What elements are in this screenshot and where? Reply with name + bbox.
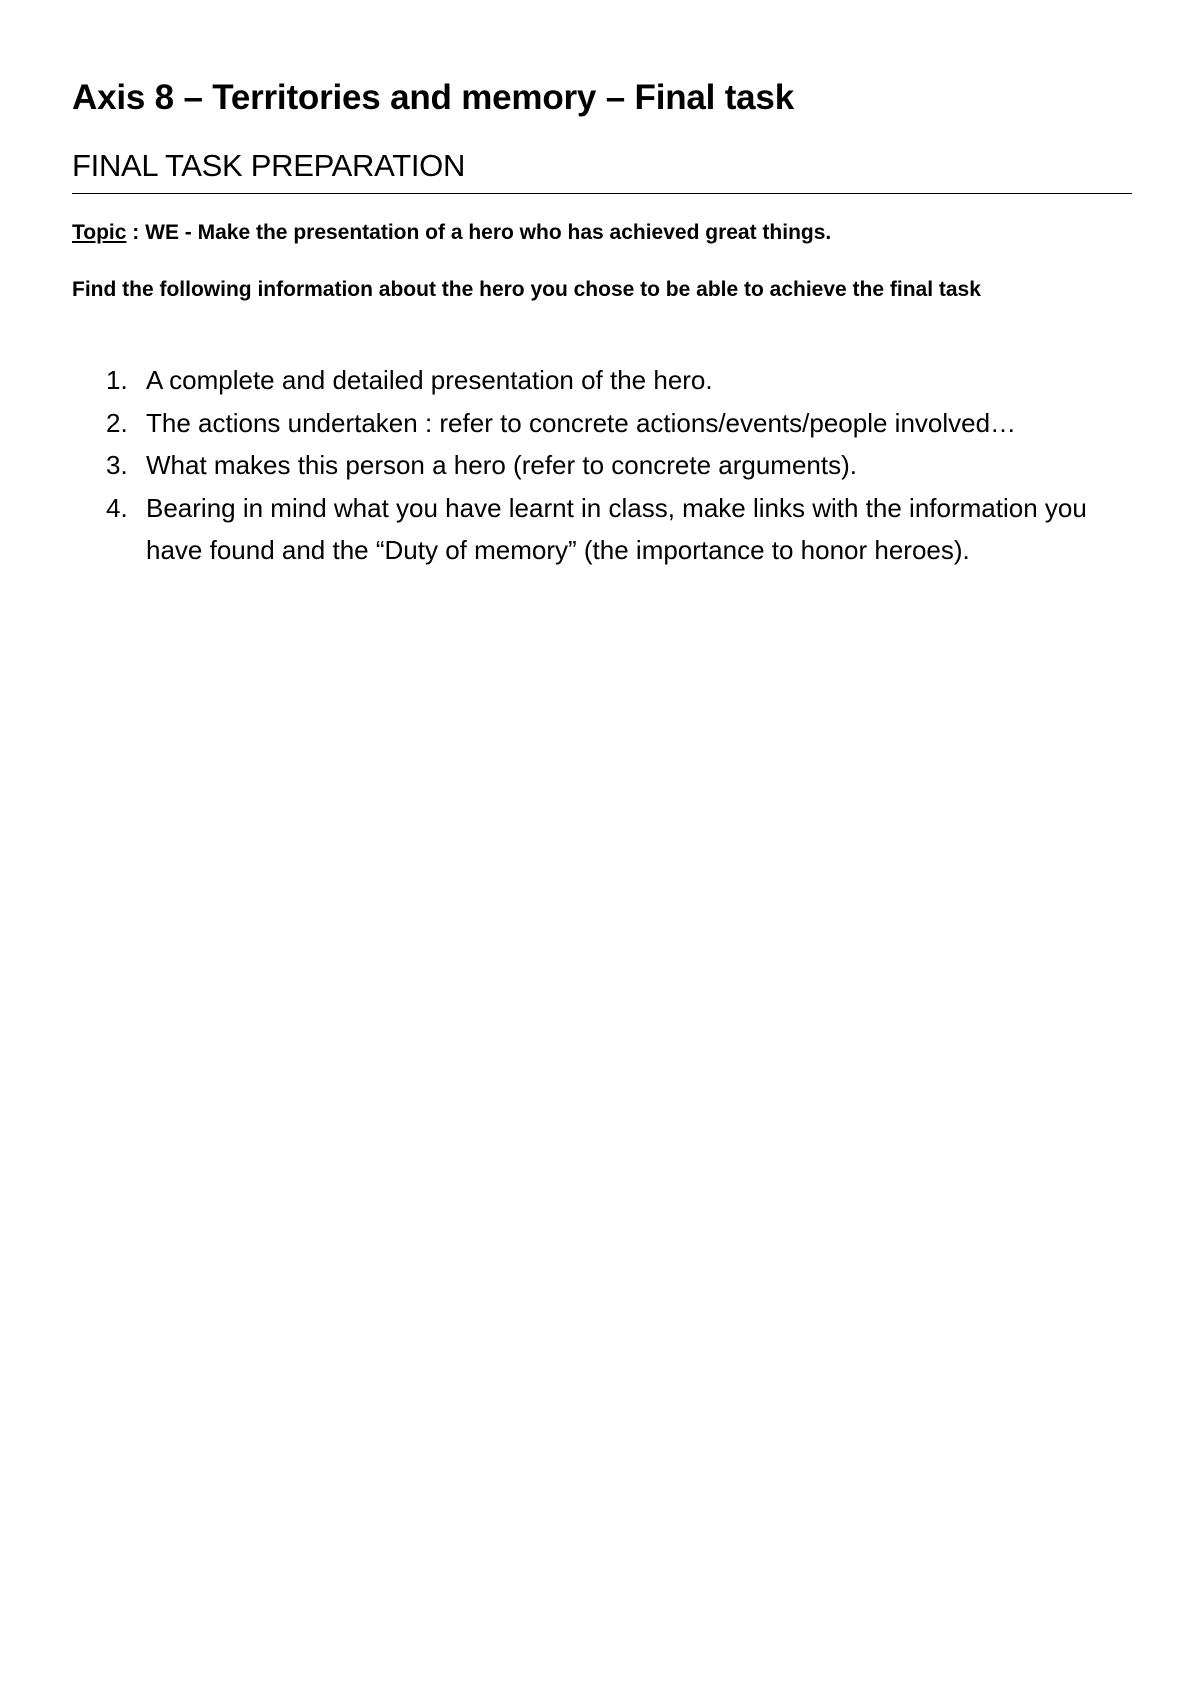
task-item-1 [72, 359, 1132, 402]
heading-divider [72, 193, 1132, 194]
task-number: 4. [106, 492, 128, 523]
task-item-2 [72, 402, 1132, 445]
task-text: What makes this person a hero (refer to concrete arguments). [146, 450, 857, 480]
task-text: A complete and detailed presentation of the hero. [146, 365, 713, 395]
topic-line [72, 218, 1132, 248]
task-item-3 [72, 444, 1132, 487]
instructions-text: Find the following information about the hero you chose to be able to achieve the final task [72, 278, 981, 301]
document-title: Axis 8 – Territories and memory – Final task [72, 78, 794, 117]
task-number: 3. [106, 450, 128, 480]
task-number: 1. [106, 365, 128, 395]
task-text: The actions undertaken : refer to concrete actions/events/people involved… [146, 407, 1017, 438]
task-item-4 [72, 487, 1132, 572]
task-number: 2. [106, 407, 128, 438]
section-heading: FINAL TASK PREPARATION [72, 148, 466, 183]
topic-text: WE - Make the presentation of a hero who has achieved great things. [145, 221, 832, 244]
topic-separator: : [126, 221, 146, 244]
task-list [72, 359, 1132, 572]
task-text: Bearing in mind what you have learnt in class, make links with the information you have found and the “Duty of memory” (the importance to honor heroes). [146, 492, 1087, 565]
topic-label: Topic [72, 221, 127, 244]
